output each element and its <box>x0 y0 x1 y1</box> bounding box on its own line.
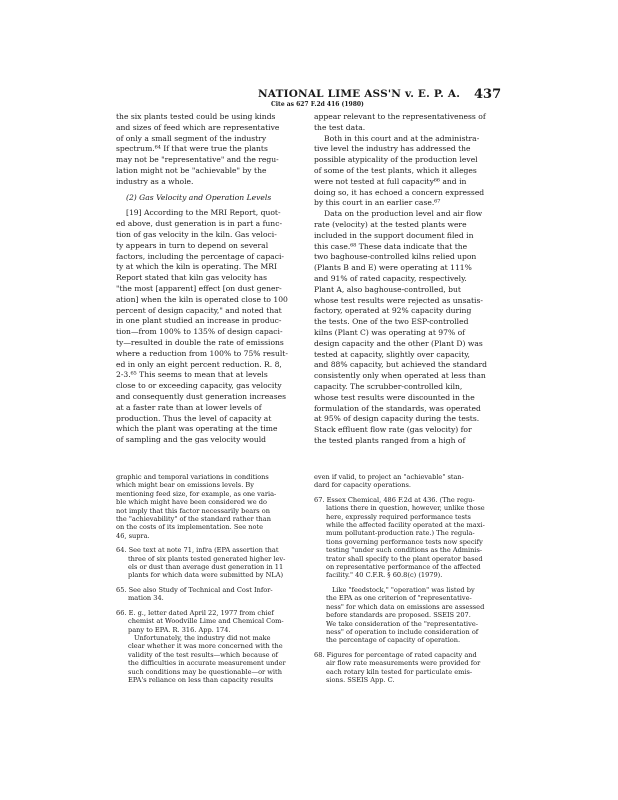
footnote-line: the "achievability" of the standard rather than <box>116 515 271 524</box>
footnote-line: Unfortunately, the industry did not make <box>134 633 271 642</box>
text-line: Report stated that kiln gas velocity has <box>116 273 267 283</box>
text-line: (Plants B and E) were operating at 111% <box>314 263 472 273</box>
footnote-line: the percentage of capacity of operation. <box>326 636 461 645</box>
text-line: doing so, it has echoed a concern expressed <box>314 187 485 197</box>
footnote-line: on representative performance of the affected <box>326 563 481 572</box>
footnote-line: chemist at Woodville Lime and Chemical Com- <box>128 617 284 626</box>
footnote-line: clear whether it was more concerned with the <box>128 642 283 651</box>
text-line: Plant A, also baghouse-controlled, but <box>314 284 461 294</box>
footnote-line: els or dust than average dust generation in 11 <box>128 563 284 572</box>
text-line: may not be "representative" and the regu- <box>116 155 279 165</box>
text-line: lation might not be "achievable" by the <box>116 165 267 175</box>
footnote-line: such conditions may be questionable—or with <box>128 667 282 676</box>
text-line: tion of gas velocity in the kiln. Gas veloci- <box>116 229 277 239</box>
footnote-65: 65. See also Study of Technical and Cost Infor- <box>116 585 273 594</box>
footnote-line: ness" of operation to include consideration of <box>326 627 479 636</box>
text-line: the tests. One of the two ESP-controlled <box>314 317 469 327</box>
footnote-line: 46, supra. <box>116 531 150 540</box>
footnote-line: ble which might have been considered we do <box>116 498 267 507</box>
text-line: at 95% of design capacity during the tests. <box>314 414 480 424</box>
text-line: rate (velocity) at the tested plants were <box>314 219 467 229</box>
footnote-line: Like "feedstock," "operation" was listed by <box>332 585 475 594</box>
page-header <box>0 88 618 110</box>
footnote-line: tions governing performance tests now specify <box>326 537 483 546</box>
footnote-line: graphic and temporal variations in conditions <box>116 473 269 481</box>
footnote-line: on the costs of its implementation. See note <box>116 523 264 532</box>
text-line: production. Thus the level of capacity at <box>116 413 272 423</box>
footnote-line: three of six plants tested generated higher lev- <box>128 554 286 563</box>
text-line: where a reduction from 100% to 75% result- <box>116 348 288 358</box>
footnote-line: We take consideration of the "representative- <box>326 619 478 628</box>
footnote-line: pany to EPA. R. 316. App. 174. <box>128 625 231 634</box>
footnote-line: plants for which data were submitted by NLA) <box>128 571 284 580</box>
text-line: capacity. The scrubber-controlled kiln, <box>314 381 463 391</box>
text-line: percent of design capacity," and noted that <box>116 305 282 315</box>
text-line: this case.⁶⁸ These data indicate that the <box>314 241 468 251</box>
footnote-line: even if valid, to project an "achievable" stan- <box>314 473 464 481</box>
text-line: and 91% of rated capacity, respectively. <box>314 273 467 283</box>
text-line: spectrum.⁶⁴ If that were true the plants <box>116 144 268 154</box>
text-line: ed above, dust generation is in part a func- <box>116 219 283 229</box>
text-line: tested at capacity, slightly over capacity, <box>314 349 470 359</box>
footnote-line: lations there in question, however, unlike those <box>326 504 485 513</box>
text-line: two baghouse-controlled kilns relied upon <box>314 252 477 262</box>
text-line: and sizes of feed which are representative <box>116 122 280 132</box>
right-column <box>314 112 511 447</box>
footnote-line: EPA's reliance on less than capacity results <box>128 675 274 684</box>
text-line: [19] According to the MRI Report, quot- <box>126 208 281 218</box>
text-line: of sampling and the gas velocity would <box>116 435 267 445</box>
text-line: industry as a whole. <box>116 176 194 186</box>
text-line: factory, operated at 92% capacity during <box>314 306 472 316</box>
footnote-line: sions. SSEIS App. C. <box>326 675 395 684</box>
text-line: at a faster rate than at lower levels of <box>116 402 262 412</box>
left-column <box>116 112 313 446</box>
text-line: formulation of the standards, was operated <box>314 403 481 413</box>
text-line: kilns (Plant C) was operating at 97% of <box>314 327 465 337</box>
text-line: by this court in an earlier case.⁶⁷ <box>314 198 441 208</box>
footnote-66: 66. E. g., letter dated April 22, 1977 from chief <box>116 608 274 617</box>
text-line: ty—resulted in double the rate of emissions <box>116 337 284 347</box>
text-line: the six plants tested could be using kinds <box>116 112 276 121</box>
footnote-64: 64. See text at note 71, infra (EPA assertion that <box>116 546 279 555</box>
text-line: were not tested at full capacity⁶⁶ and in <box>314 176 467 186</box>
footnote-line: validity of the test results—which because of <box>128 650 278 659</box>
footnote-line: mation 34. <box>128 594 164 603</box>
footnote-line: which might bear on emissions levels. By <box>116 481 254 490</box>
text-line: Both in this court and at the administra- <box>324 133 480 143</box>
text-line: consistently only when operated at less than <box>314 371 486 381</box>
text-line: in one plant studied an increase in produc- <box>116 316 282 326</box>
text-line: the tested plants ranged from a high of <box>314 435 466 445</box>
footnote-68: 68. Figures for percentage of rated capacity and <box>314 650 477 659</box>
footnote-line: mentioning feed size, for example, as one varia- <box>116 489 277 498</box>
text-line: ty appears in turn to depend on several <box>116 240 269 250</box>
footnote-line: mum pollutant-production rate.) The regula- <box>326 529 475 538</box>
footnote-line: trator shall specify to the plant operator based <box>326 554 483 563</box>
footnotes-left <box>116 473 316 684</box>
running-title: NATIONAL LIME ASS'N v. E. P. A. <box>258 88 461 100</box>
footnote-line: while the affected facility operated at the maxi- <box>326 521 485 530</box>
footnote-line: each rotary kiln tested for particulate emis- <box>326 667 473 676</box>
text-line: of some of the test plants, which it alleges <box>314 165 477 175</box>
footnote-line: facility." 40 C.F.R. § 60.8(c) (1979). <box>326 571 443 580</box>
text-line: 2-3.⁶⁵ This seems to mean that at levels <box>116 370 268 380</box>
text-line: design capacity and the other (Plant D) was <box>314 338 483 348</box>
page-number: 437 <box>474 87 502 102</box>
text-line: tion—from 100% to 135% of design capaci- <box>116 327 283 337</box>
footnote-line: testing "under such conditions as the Adminis- <box>326 546 483 555</box>
text-line: and consequently dust generation increases <box>116 391 286 401</box>
footnote-67: 67. Essex Chemical, 486 F.2d at 436. (The regu- <box>314 495 475 504</box>
text-line: possible atypicality of the production level <box>314 155 478 165</box>
text-line: Stack effluent flow rate (gas velocity) for <box>314 425 472 435</box>
text-line: appear relevant to the representativeness of <box>314 112 486 121</box>
citation-line: Cite as 627 F.2d 416 (1980) <box>271 101 364 108</box>
text-line: Data on the production level and air flow <box>324 209 483 219</box>
text-line: of only a small segment of the industry <box>116 133 267 143</box>
text-line: and 88% capacity, but achieved the standard <box>314 360 487 370</box>
text-line: which the plant was operating at the time <box>116 424 278 434</box>
text-line: the test data. <box>314 122 366 132</box>
footnote-line: here, expressly required performance tests <box>326 512 471 521</box>
footnote-line: the difficulties in accurate measurement under <box>128 659 286 668</box>
footnote-line: the EPA as one criterion of "representative- <box>326 594 472 603</box>
text-line: whose test results were discounted in the <box>314 392 475 402</box>
text-line: included in the support document filed in <box>314 230 474 240</box>
footnote-line: ness" for which data on emissions are assessed <box>326 602 485 611</box>
text-line: close to or exceeding capacity, gas velocity <box>116 381 282 391</box>
footnote-line: air flow rate measurements were provided for <box>326 659 481 668</box>
text-line: ation] when the kiln is operated close to 100 <box>116 294 288 304</box>
text-line: whose test results were rejected as unsatis- <box>314 295 483 305</box>
section-subheading: (2) Gas Velocity and Operation Levels <box>126 192 272 202</box>
footnote-line: before standards are proposed. SSEIS 207. <box>326 611 471 620</box>
footnote-line: not imply that this factor necessarily bears on <box>116 506 271 515</box>
footnote-line: dard for capacity operations. <box>314 481 411 490</box>
text-line: "the most [apparent] effect [on dust gener- <box>116 283 282 293</box>
text-line: factors, including the percentage of capaci- <box>116 251 284 261</box>
text-line: tive level the industry has addressed the <box>314 144 471 154</box>
text-line: ed in only an eight percent reduction. R. 8, <box>116 359 282 369</box>
text-line: ty at which the kiln is operating. The MRI <box>116 262 277 272</box>
footnotes-right <box>314 473 514 684</box>
